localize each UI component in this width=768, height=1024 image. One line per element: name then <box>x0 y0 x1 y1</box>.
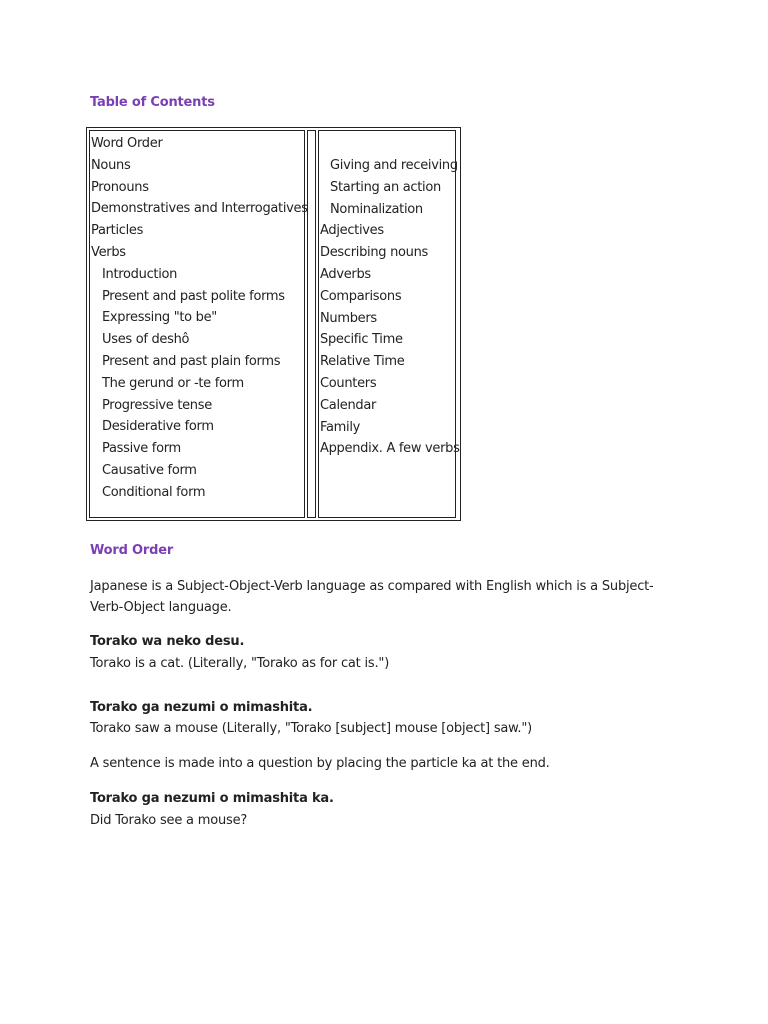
toc-link-adverbs[interactable]: Adverbs <box>320 266 371 282</box>
toc-link-uses-of-desh[interactable]: Uses of deshô <box>102 332 190 348</box>
toc-link-causative-form[interactable]: Causative form <box>102 462 197 478</box>
toc-column-spacer <box>307 130 316 518</box>
toc-link-nominalization[interactable]: Nominalization <box>330 201 423 217</box>
toc-link-introduction[interactable]: Introduction <box>102 266 178 282</box>
toc-link-expressing-to-be[interactable]: Expressing "to be" <box>102 310 217 326</box>
toc-link-numbers[interactable]: Numbers <box>320 310 377 326</box>
toc-link-calendar[interactable]: Calendar <box>320 397 377 413</box>
example-3-japanese: Torako ga nezumi o mimashita ka. <box>90 791 334 806</box>
question-note: A sentence is made into a question by placing the particle ka at the end. <box>90 756 550 771</box>
toc-link-family[interactable]: Family <box>320 419 361 435</box>
toc-link-relative-time[interactable]: Relative Time <box>320 354 405 370</box>
intro-paragraph: Japanese is a Subject-Object-Verb language as compared with English which is a Subject-Verb-Object language. <box>90 579 654 615</box>
toc-link-conditional-form[interactable]: Conditional form <box>102 484 206 500</box>
toc-link-comparisons[interactable]: Comparisons <box>320 288 402 304</box>
example-3-english: Did Torako see a mouse? <box>90 813 248 828</box>
toc-link-present-and-past-plain-forms[interactable]: Present and past plain forms <box>102 353 281 369</box>
toc-link-desiderative-form[interactable]: Desiderative form <box>102 419 214 435</box>
toc-link-describing-nouns[interactable]: Describing nouns <box>320 245 429 261</box>
toc-link-present-and-past-polite-forms[interactable]: Present and past polite forms <box>102 288 285 304</box>
toc-link-adjectives[interactable]: Adjectives <box>320 223 384 239</box>
toc-link-demonstratives-and-interrogatives[interactable]: Demonstratives and Interrogatives <box>91 201 308 217</box>
toc-link-the-gerund-or-te-form[interactable]: The gerund or -te form <box>102 375 244 391</box>
toc-column-left <box>89 130 308 518</box>
toc-link-progressive-tense[interactable]: Progressive tense <box>102 397 212 413</box>
toc-link-pronouns[interactable]: Pronouns <box>91 179 149 195</box>
section-title-word-order: Word Order <box>90 543 174 558</box>
toc-link-appendix-a-few-verbs[interactable]: Appendix. A few verbs <box>320 441 460 457</box>
example-1-japanese: Torako wa neko desu. <box>90 634 245 649</box>
toc-link-word-order[interactable]: Word Order <box>91 136 163 151</box>
toc-table <box>86 127 461 521</box>
toc-list-right <box>319 131 460 460</box>
toc-link-particles[interactable]: Particles <box>91 223 144 239</box>
toc-link-specific-time[interactable]: Specific Time <box>320 332 403 348</box>
example-2-japanese: Torako ga nezumi o mimashita. <box>90 700 313 715</box>
toc-link-verbs[interactable]: Verbs <box>91 244 126 260</box>
toc-link-nouns[interactable]: Nouns <box>91 157 131 173</box>
toc-link-starting-an-action[interactable]: Starting an action <box>330 179 441 195</box>
toc-link-passive-form[interactable]: Passive form <box>102 441 181 457</box>
example-1-english: Torako is a cat. (Literally, "Torako as for cat is.") <box>90 656 390 671</box>
toc-link-counters[interactable]: Counters <box>320 375 377 391</box>
toc-link-giving-and-receiving[interactable]: Giving and receiving <box>330 158 458 173</box>
toc-column-right <box>318 130 460 518</box>
example-2-english: Torako saw a mouse (Literally, "Torako [subject] mouse [object] saw.") <box>90 721 533 736</box>
toc-title: Table of Contents <box>90 95 215 110</box>
toc-list-left <box>90 131 308 504</box>
